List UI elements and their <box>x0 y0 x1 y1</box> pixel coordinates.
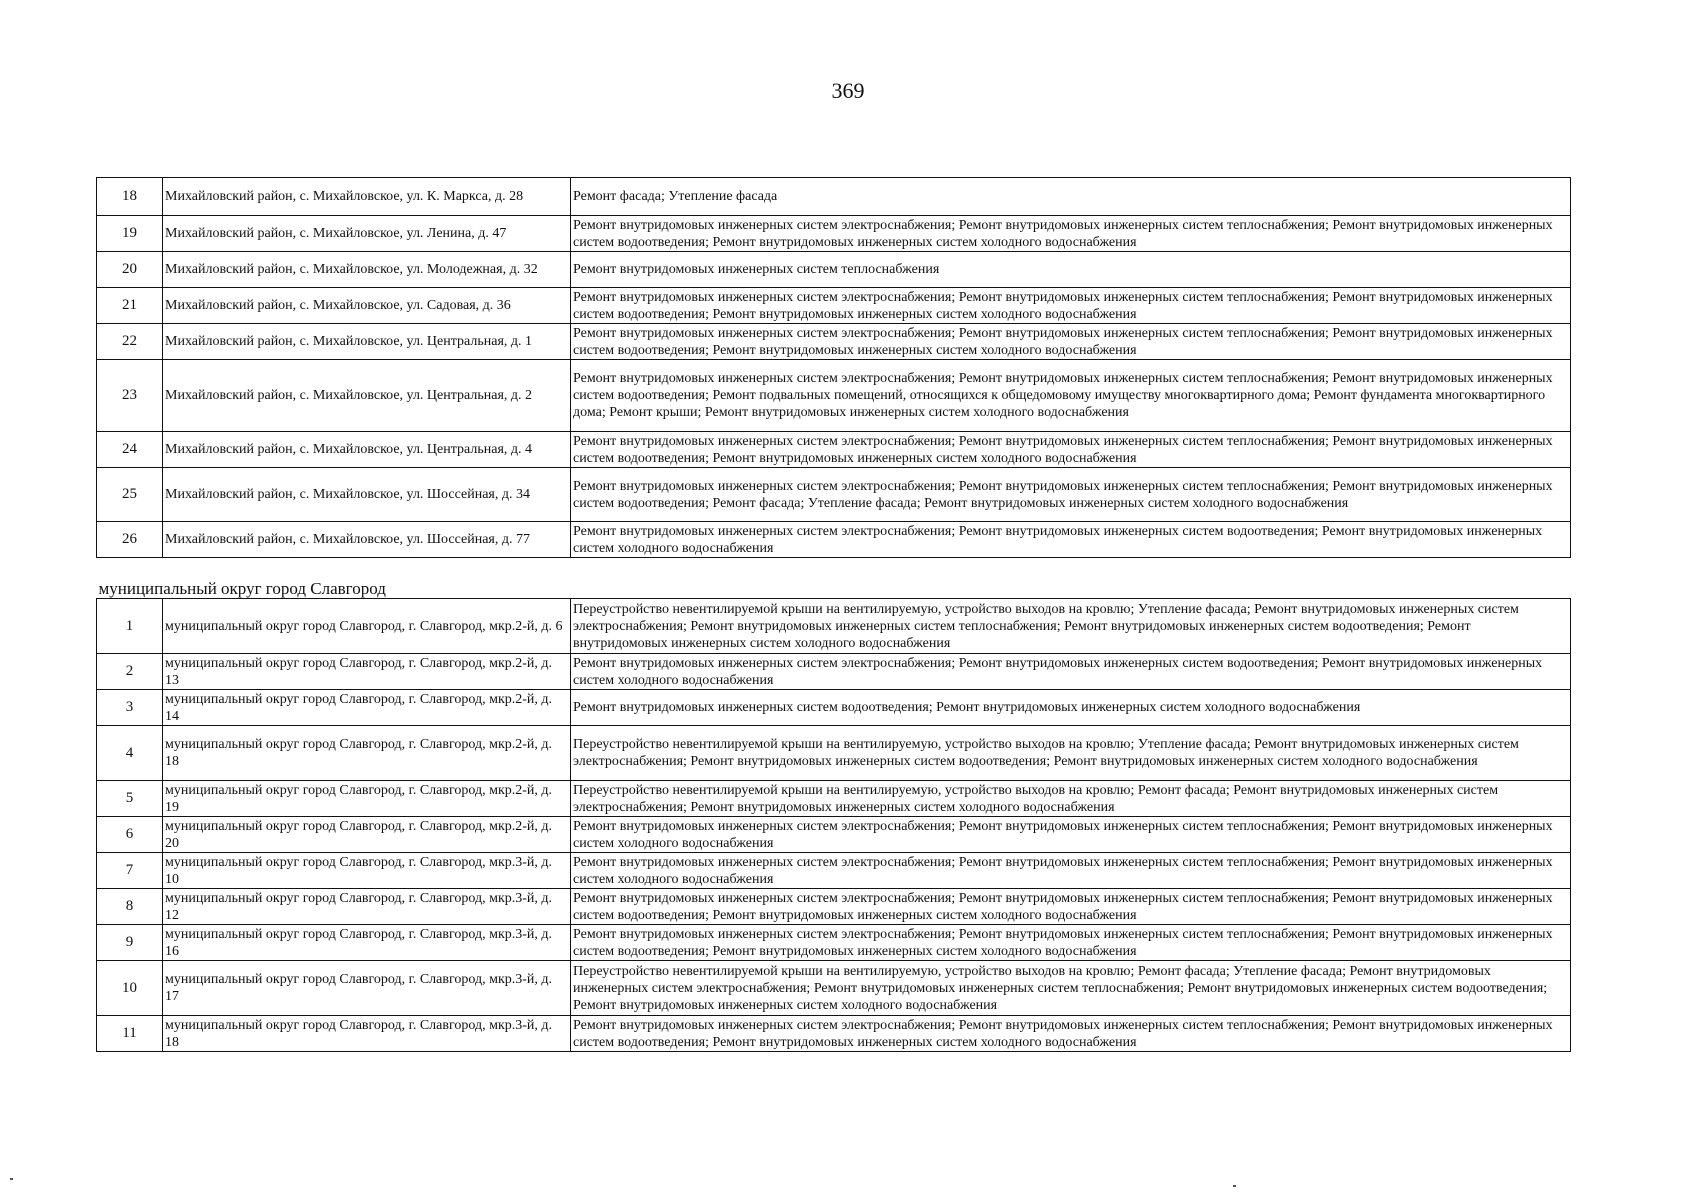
section-header-row <box>97 558 1571 599</box>
row-number: 4 <box>97 726 163 781</box>
row-number: 1 <box>97 599 163 654</box>
row-address: муниципальный округ город Славгород, г. Славгород, мкр.2-й, д. 19 <box>163 781 571 817</box>
table-row <box>97 925 1571 961</box>
row-works: Переустройство невентилируемой крыши на вентилируемую, устройство выходов на кровлю; Ремонт фасада; Ремонт внутридомовых инженерных систем электроснабжения; Ремонт внутридомовых инженерных систем холодного водоснабжения <box>571 781 1571 817</box>
row-works: Ремонт фасада; Утепление фасада <box>571 178 1571 216</box>
row-address: Михайловский район, с. Михайловское, ул. К. Маркса, д. 28 <box>163 178 571 216</box>
row-number: 8 <box>97 889 163 925</box>
scan-speck <box>10 1178 13 1180</box>
row-number: 9 <box>97 925 163 961</box>
row-works: Ремонт внутридомовых инженерных систем электроснабжения; Ремонт внутридомовых инженерных систем теплоснабжения; Ремонт внутридомовых инженерных систем холодного водоснабжения <box>571 817 1571 853</box>
row-works: Ремонт внутридомовых инженерных систем теплоснабжения <box>571 252 1571 288</box>
row-number: 5 <box>97 781 163 817</box>
section-title: муниципальный округ город Славгород <box>97 558 1571 599</box>
table-row <box>97 252 1571 288</box>
row-number: 21 <box>97 288 163 324</box>
row-number: 10 <box>97 961 163 1016</box>
row-works: Ремонт внутридомовых инженерных систем электроснабжения; Ремонт внутридомовых инженерных систем теплоснабжения; Ремонт внутридомовых инженерных систем водоотведения; Ремонт подвальных помещений, относящихся к общедомовому имуществу многоквартирного дома; Ремонт фундамента многоквартирного дома; Ремонт крыши; Ремонт внутридомовых инженерных систем холодного водоснабжения <box>571 360 1571 432</box>
row-works: Переустройство невентилируемой крыши на вентилируемую, устройство выходов на кровлю; Утепление фасада; Ремонт внутридомовых инженерных систем электроснабжения; Ремонт внутридомовых инженерных систем теплоснабжения; Ремонт внутридомовых инженерных систем водоотведения; Ремонт внутридомовых инженерных систем холодного водоснабжения <box>571 599 1571 654</box>
table-row <box>97 432 1571 468</box>
row-number: 23 <box>97 360 163 432</box>
table-row <box>97 690 1571 726</box>
row-address: Михайловский район, с. Михайловское, ул. Садовая, д. 36 <box>163 288 571 324</box>
row-address: муниципальный округ город Славгород, г. Славгород, мкр.3-й, д. 16 <box>163 925 571 961</box>
page-number: 369 <box>831 78 865 103</box>
table-row <box>97 324 1571 360</box>
row-address: муниципальный округ город Славгород, г. Славгород, мкр.3-й, д. 12 <box>163 889 571 925</box>
table-row <box>97 288 1571 324</box>
table-row <box>97 961 1571 1016</box>
table-row <box>97 853 1571 889</box>
row-number: 26 <box>97 522 163 558</box>
table-row <box>97 599 1571 654</box>
table-row <box>97 726 1571 781</box>
row-number: 7 <box>97 853 163 889</box>
row-works: Ремонт внутридомовых инженерных систем электроснабжения; Ремонт внутридомовых инженерных систем теплоснабжения; Ремонт внутридомовых инженерных систем водоотведения; Ремонт внутридомовых инженерных систем холодного водоснабжения <box>571 216 1571 252</box>
row-number: 20 <box>97 252 163 288</box>
row-address: муниципальный округ город Славгород, г. Славгород, мкр.3-й, д. 18 <box>163 1016 571 1052</box>
table-body <box>97 178 1571 1052</box>
row-works: Ремонт внутридомовых инженерных систем электроснабжения; Ремонт внутридомовых инженерных систем теплоснабжения; Ремонт внутридомовых инженерных систем водоотведения; Ремонт внутридомовых инженерных систем холодного водоснабжения <box>571 1016 1571 1052</box>
scan-speck <box>1233 1185 1236 1187</box>
row-number: 22 <box>97 324 163 360</box>
row-works: Ремонт внутридомовых инженерных систем электроснабжения; Ремонт внутридомовых инженерных систем теплоснабжения; Ремонт внутридомовых инженерных систем холодного водоснабжения <box>571 853 1571 889</box>
row-works: Ремонт внутридомовых инженерных систем электроснабжения; Ремонт внутридомовых инженерных систем теплоснабжения; Ремонт внутридомовых инженерных систем водоотведения; Ремонт внутридомовых инженерных систем холодного водоснабжения <box>571 288 1571 324</box>
table-row <box>97 216 1571 252</box>
row-works: Ремонт внутридомовых инженерных систем электроснабжения; Ремонт внутридомовых инженерных систем теплоснабжения; Ремонт внутридомовых инженерных систем водоотведения; Ремонт фасада; Утепление фасада; Ремонт внутридомовых инженерных систем холодного водоснабжения <box>571 468 1571 522</box>
row-works: Ремонт внутридомовых инженерных систем электроснабжения; Ремонт внутридомовых инженерных систем теплоснабжения; Ремонт внутридомовых инженерных систем водоотведения; Ремонт внутридомовых инженерных систем холодного водоснабжения <box>571 889 1571 925</box>
table-row <box>97 522 1571 558</box>
table-row <box>97 817 1571 853</box>
table-row <box>97 468 1571 522</box>
row-address: Михайловский район, с. Михайловское, ул. Ленина, д. 47 <box>163 216 571 252</box>
row-works: Ремонт внутридомовых инженерных систем электроснабжения; Ремонт внутридомовых инженерных систем теплоснабжения; Ремонт внутридомовых инженерных систем водоотведения; Ремонт внутридомовых инженерных систем холодного водоснабжения <box>571 925 1571 961</box>
row-address: муниципальный округ город Славгород, г. Славгород, мкр.3-й, д. 17 <box>163 961 571 1016</box>
row-works: Ремонт внутридомовых инженерных систем электроснабжения; Ремонт внутридомовых инженерных систем водоотведения; Ремонт внутридомовых инженерных систем холодного водоснабжения <box>571 654 1571 690</box>
row-works: Ремонт внутридомовых инженерных систем водоотведения; Ремонт внутридомовых инженерных систем холодного водоснабжения <box>571 690 1571 726</box>
row-works: Ремонт внутридомовых инженерных систем электроснабжения; Ремонт внутридомовых инженерных систем теплоснабжения; Ремонт внутридомовых инженерных систем водоотведения; Ремонт внутридомовых инженерных систем холодного водоснабжения <box>571 432 1571 468</box>
table-row <box>97 178 1571 216</box>
row-address: муниципальный округ город Славгород, г. Славгород, мкр.2-й, д. 18 <box>163 726 571 781</box>
row-number: 2 <box>97 654 163 690</box>
row-number: 19 <box>97 216 163 252</box>
row-address: Михайловский район, с. Михайловское, ул. Центральная, д. 2 <box>163 360 571 432</box>
row-works: Переустройство невентилируемой крыши на вентилируемую, устройство выходов на кровлю; Утепление фасада; Ремонт внутридомовых инженерных систем электроснабжения; Ремонт внутридомовых инженерных систем водоотведения; Ремонт внутридомовых инженерных систем холодного водоснабжения <box>571 726 1571 781</box>
row-address: Михайловский район, с. Михайловское, ул. Центральная, д. 1 <box>163 324 571 360</box>
row-address: Михайловский район, с. Михайловское, ул. Центральная, д. 4 <box>163 432 571 468</box>
row-address: муниципальный округ город Славгород, г. Славгород, мкр.2-й, д. 14 <box>163 690 571 726</box>
row-address: муниципальный округ город Славгород, г. Славгород, мкр.2-й, д. 20 <box>163 817 571 853</box>
table-row <box>97 654 1571 690</box>
row-works: Ремонт внутридомовых инженерных систем электроснабжения; Ремонт внутридомовых инженерных систем теплоснабжения; Ремонт внутридомовых инженерных систем водоотведения; Ремонт внутридомовых инженерных систем холодного водоснабжения <box>571 324 1571 360</box>
row-works: Ремонт внутридомовых инженерных систем электроснабжения; Ремонт внутридомовых инженерных систем водоотведения; Ремонт внутридомовых инженерных систем холодного водоснабжения <box>571 522 1571 558</box>
row-address: муниципальный округ город Славгород, г. Славгород, мкр.2-й, д. 6 <box>163 599 571 654</box>
table-row <box>97 360 1571 432</box>
table-row <box>97 1016 1571 1052</box>
row-works: Переустройство невентилируемой крыши на вентилируемую, устройство выходов на кровлю; Ремонт фасада; Утепление фасада; Ремонт внутридомовых инженерных систем электроснабжения; Ремонт внутридомовых инженерных систем теплоснабжения; Ремонт внутридомовых инженерных систем водоотведения; Ремонт внутридомовых инженерных систем холодного водоснабжения <box>571 961 1571 1016</box>
repair-program-table <box>96 177 1571 1052</box>
row-address: Михайловский район, с. Михайловское, ул. Шоссейная, д. 77 <box>163 522 571 558</box>
row-number: 24 <box>97 432 163 468</box>
row-number: 11 <box>97 1016 163 1052</box>
row-number: 18 <box>97 178 163 216</box>
row-number: 3 <box>97 690 163 726</box>
row-number: 25 <box>97 468 163 522</box>
table-row <box>97 781 1571 817</box>
row-address: Михайловский район, с. Михайловское, ул. Шоссейная, д. 34 <box>163 468 571 522</box>
table-row <box>97 889 1571 925</box>
row-address: муниципальный округ город Славгород, г. Славгород, мкр.3-й, д. 10 <box>163 853 571 889</box>
row-address: Михайловский район, с. Михайловское, ул. Молодежная, д. 32 <box>163 252 571 288</box>
row-address: муниципальный округ город Славгород, г. Славгород, мкр.2-й, д. 13 <box>163 654 571 690</box>
row-number: 6 <box>97 817 163 853</box>
